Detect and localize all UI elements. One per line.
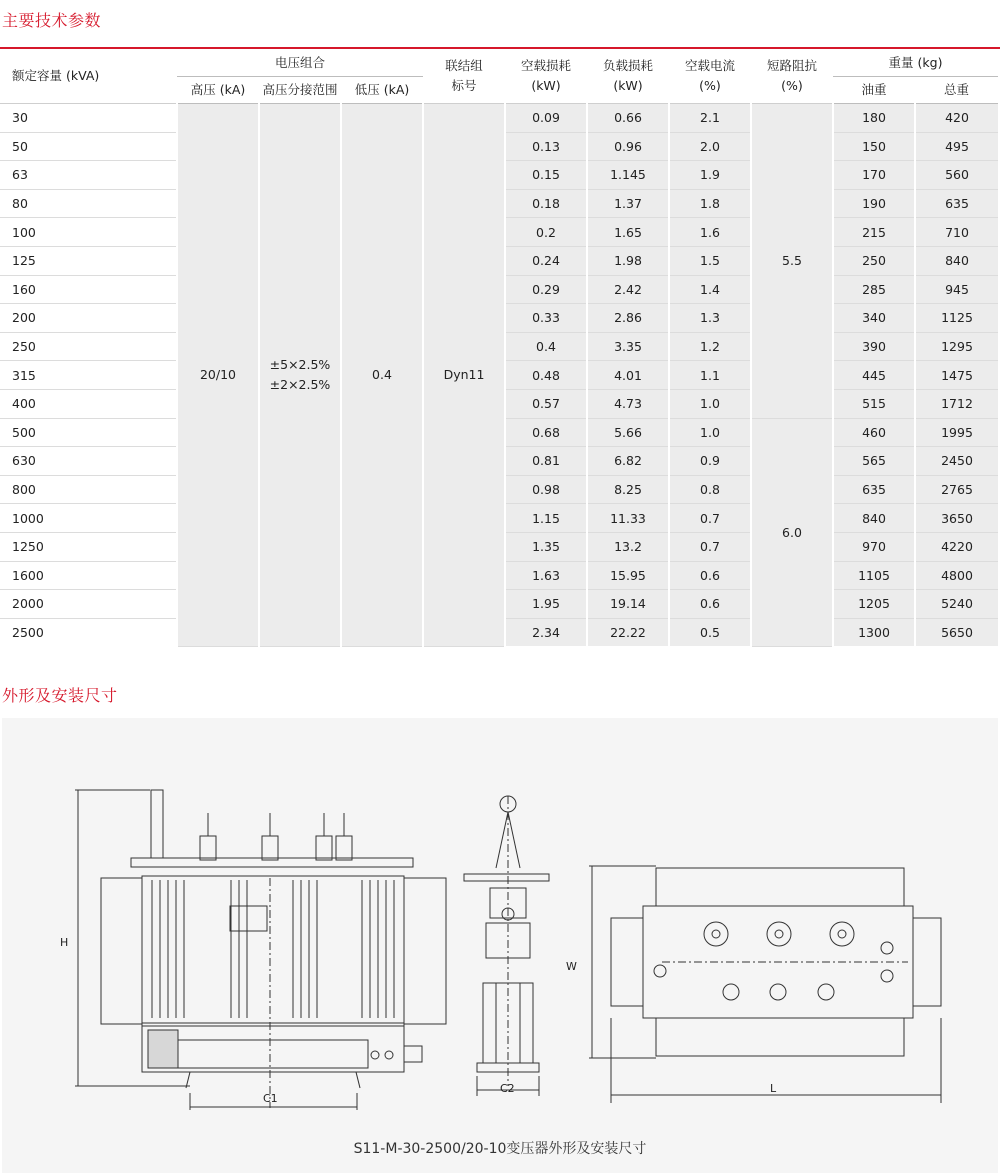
noload-current-cell: 1.3 (669, 304, 751, 333)
header-noload-current: 空载电流 (%) (669, 49, 751, 104)
load-loss-cell: 1.37 (587, 189, 669, 218)
total-weight-cell: 2765 (915, 475, 998, 504)
capacity-cell: 1000 (0, 504, 177, 533)
total-weight-cell: 4800 (915, 561, 998, 590)
oil-weight-cell: 190 (833, 189, 915, 218)
oil-weight-cell: 1300 (833, 618, 915, 646)
noload-current-cell: 1.6 (669, 218, 751, 247)
dim-label-h: H (60, 936, 69, 949)
oil-weight-cell: 970 (833, 532, 915, 561)
noload-current-cell: 0.6 (669, 590, 751, 619)
capacity-cell: 500 (0, 418, 177, 447)
load-loss-cell: 6.82 (587, 447, 669, 476)
header-voltage-group: 电压组合 (177, 49, 423, 77)
section-title-specs: 主要技术参数 (2, 11, 102, 30)
total-weight-cell: 3650 (915, 504, 998, 533)
load-loss-cell: 1.145 (587, 161, 669, 190)
total-weight-cell: 945 (915, 275, 998, 304)
load-loss-cell: 5.66 (587, 418, 669, 447)
load-loss-cell: 11.33 (587, 504, 669, 533)
load-loss-cell: 1.98 (587, 246, 669, 275)
oil-weight-cell: 565 (833, 447, 915, 476)
total-weight-cell: 495 (915, 132, 998, 161)
header-vector-group: 联结组 标号 (423, 49, 505, 104)
load-loss-cell: 2.42 (587, 275, 669, 304)
total-weight-cell: 1995 (915, 418, 998, 447)
noload-current-cell: 1.1 (669, 361, 751, 390)
vector-group-cell: Dyn11 (423, 104, 505, 647)
drawing-caption: S11-M-30-2500/20-10变压器外形及安装尺寸 (353, 1141, 647, 1157)
noload-loss-cell: 1.15 (505, 504, 587, 533)
load-loss-cell: 0.96 (587, 132, 669, 161)
load-loss-cell: 13.2 (587, 532, 669, 561)
load-loss-cell: 22.22 (587, 618, 669, 646)
load-loss-cell: 19.14 (587, 590, 669, 619)
load-loss-cell: 4.01 (587, 361, 669, 390)
capacity-cell: 63 (0, 161, 177, 190)
capacity-cell: 400 (0, 389, 177, 418)
noload-current-cell: 1.5 (669, 246, 751, 275)
oil-weight-cell: 635 (833, 475, 915, 504)
dim-label-w: W (566, 960, 577, 973)
noload-current-cell: 1.2 (669, 332, 751, 361)
impedance-cell: 6.0 (751, 418, 833, 646)
noload-current-cell: 0.7 (669, 532, 751, 561)
noload-loss-cell: 0.33 (505, 304, 587, 333)
dimension-drawing (0, 718, 1000, 1138)
total-weight-cell: 635 (915, 189, 998, 218)
noload-loss-cell: 0.13 (505, 132, 587, 161)
load-loss-cell: 8.25 (587, 475, 669, 504)
lv-cell: 0.4 (341, 104, 423, 647)
noload-loss-cell: 0.15 (505, 161, 587, 190)
noload-current-cell: 0.8 (669, 475, 751, 504)
noload-loss-cell: 0.68 (505, 418, 587, 447)
oil-weight-cell: 515 (833, 389, 915, 418)
noload-loss-cell: 0.57 (505, 389, 587, 418)
noload-loss-cell: 0.29 (505, 275, 587, 304)
noload-loss-cell: 0.4 (505, 332, 587, 361)
side-view (464, 796, 549, 1096)
capacity-cell: 100 (0, 218, 177, 247)
tap-range-cell: ±5×2.5% ±2×2.5% (259, 104, 341, 647)
capacity-cell: 800 (0, 475, 177, 504)
bushing-right (316, 813, 352, 860)
oil-weight-cell: 1105 (833, 561, 915, 590)
noload-loss-cell: 0.09 (505, 104, 587, 133)
total-weight-cell: 420 (915, 104, 998, 133)
capacity-cell: 80 (0, 189, 177, 218)
dim-label-c2: C2 (500, 1082, 515, 1095)
table-row (0, 104, 998, 133)
front-view (75, 790, 446, 1110)
total-weight-cell: 840 (915, 246, 998, 275)
oil-weight-cell: 340 (833, 304, 915, 333)
impedance-cell: 5.5 (751, 104, 833, 419)
header-impedance: 短路阻抗 (%) (751, 49, 833, 104)
noload-current-cell: 2.1 (669, 104, 751, 133)
load-loss-cell: 1.65 (587, 218, 669, 247)
noload-current-cell: 1.0 (669, 389, 751, 418)
capacity-cell: 1250 (0, 532, 177, 561)
capacity-cell: 200 (0, 304, 177, 333)
header-load-loss: 负载损耗 (kW) (587, 49, 669, 104)
header-oil-weight: 油重 (833, 77, 915, 104)
oil-weight-cell: 390 (833, 332, 915, 361)
total-weight-cell: 710 (915, 218, 998, 247)
total-weight-cell: 5240 (915, 590, 998, 619)
header-tap-range: 高压分接范围 (259, 77, 341, 104)
top-view (589, 866, 941, 1103)
capacity-cell: 50 (0, 132, 177, 161)
noload-current-cell: 0.9 (669, 447, 751, 476)
header-capacity: 额定容量 (kVA) (0, 49, 177, 104)
noload-loss-cell: 0.2 (505, 218, 587, 247)
capacity-cell: 630 (0, 447, 177, 476)
noload-loss-cell: 0.18 (505, 189, 587, 218)
header-total-weight: 总重 (915, 77, 998, 104)
oil-weight-cell: 250 (833, 246, 915, 275)
noload-loss-cell: 0.98 (505, 475, 587, 504)
noload-loss-cell: 2.34 (505, 618, 587, 646)
load-loss-cell: 2.86 (587, 304, 669, 333)
total-weight-cell: 1295 (915, 332, 998, 361)
noload-loss-cell: 0.48 (505, 361, 587, 390)
header-weight-group: 重量 (kg) (833, 49, 998, 77)
noload-loss-cell: 0.81 (505, 447, 587, 476)
oil-weight-cell: 285 (833, 275, 915, 304)
oil-weight-cell: 170 (833, 161, 915, 190)
total-weight-cell: 5650 (915, 618, 998, 646)
noload-loss-cell: 1.35 (505, 532, 587, 561)
total-weight-cell: 4220 (915, 532, 998, 561)
header-lv: 低压 (kA) (341, 77, 423, 104)
header-hv: 高压 (kA) (177, 77, 259, 104)
dim-label-l: L (770, 1082, 777, 1095)
section-title-dimensions: 外形及安装尺寸 (2, 686, 118, 705)
capacity-cell: 250 (0, 332, 177, 361)
noload-loss-cell: 1.95 (505, 590, 587, 619)
noload-loss-cell: 0.24 (505, 246, 587, 275)
dim-label-c1: C1 (263, 1092, 278, 1105)
capacity-cell: 30 (0, 104, 177, 133)
load-loss-cell: 4.73 (587, 389, 669, 418)
oil-weight-cell: 215 (833, 218, 915, 247)
bushing-center (262, 813, 278, 860)
load-loss-cell: 0.66 (587, 104, 669, 133)
capacity-cell: 315 (0, 361, 177, 390)
oil-weight-cell: 445 (833, 361, 915, 390)
header-noload-loss: 空载损耗 (kW) (505, 49, 587, 104)
noload-current-cell: 1.4 (669, 275, 751, 304)
noload-current-cell: 0.6 (669, 561, 751, 590)
total-weight-cell: 560 (915, 161, 998, 190)
noload-current-cell: 0.5 (669, 618, 751, 646)
capacity-cell: 1600 (0, 561, 177, 590)
load-loss-cell: 3.35 (587, 332, 669, 361)
capacity-cell: 2000 (0, 590, 177, 619)
noload-current-cell: 0.7 (669, 504, 751, 533)
total-weight-cell: 2450 (915, 447, 998, 476)
oil-weight-cell: 1205 (833, 590, 915, 619)
noload-current-cell: 1.8 (669, 189, 751, 218)
noload-loss-cell: 1.63 (505, 561, 587, 590)
noload-current-cell: 1.0 (669, 418, 751, 447)
oil-weight-cell: 840 (833, 504, 915, 533)
capacity-cell: 160 (0, 275, 177, 304)
total-weight-cell: 1712 (915, 389, 998, 418)
total-weight-cell: 1475 (915, 361, 998, 390)
spec-table-body (0, 104, 998, 647)
hv-cell: 20/10 (177, 104, 259, 647)
total-weight-cell: 1125 (915, 304, 998, 333)
oil-weight-cell: 460 (833, 418, 915, 447)
oil-weight-cell: 150 (833, 132, 915, 161)
spec-table (0, 49, 998, 647)
noload-current-cell: 2.0 (669, 132, 751, 161)
bushing-left (200, 813, 216, 860)
noload-current-cell: 1.9 (669, 161, 751, 190)
capacity-cell: 125 (0, 246, 177, 275)
load-loss-cell: 15.95 (587, 561, 669, 590)
capacity-cell: 2500 (12, 624, 44, 640)
oil-weight-cell: 180 (833, 104, 915, 133)
